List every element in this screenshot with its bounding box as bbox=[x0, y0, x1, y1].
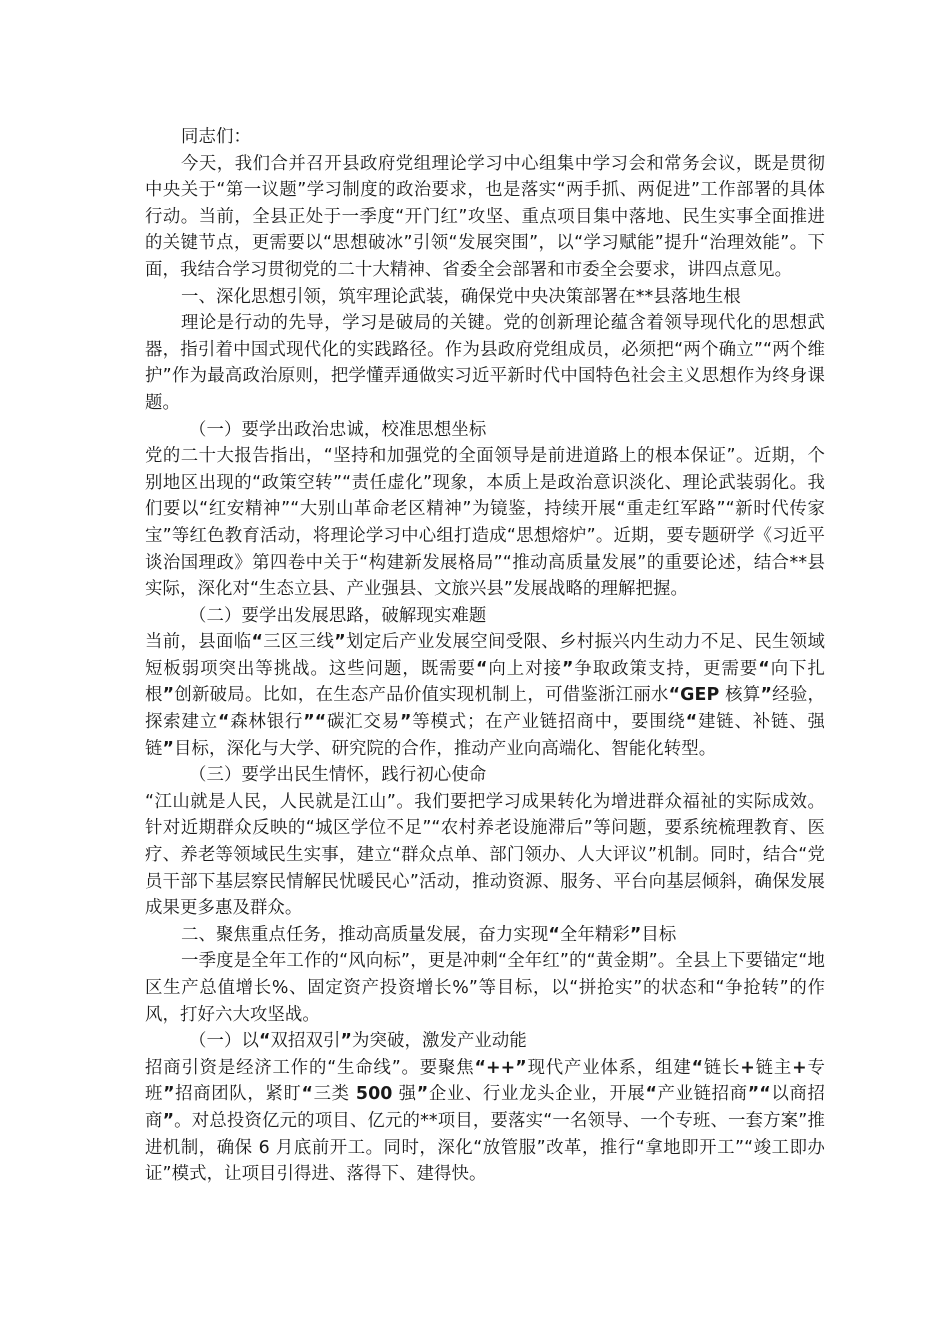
text-run: 建链、补链、强链 bbox=[145, 712, 825, 759]
subheading-1-2 bbox=[145, 603, 825, 630]
text-run: 同志们： bbox=[181, 127, 251, 147]
document-page bbox=[145, 124, 825, 1188]
bold-text-run: + bbox=[792, 1057, 807, 1078]
text-run: 划定后产业发展空间受限、乡村振兴内生动力不足、民生领域短板弱项突出等挑战。这些问题，既需要 bbox=[145, 632, 826, 679]
text-run: 现代产业体系，组建 bbox=[526, 1057, 692, 1078]
opening-paragraph bbox=[145, 151, 825, 284]
text-run: 向上对接 bbox=[487, 658, 562, 679]
text-run: 全年精彩 bbox=[559, 924, 630, 945]
text-run: 争取政策支持，更需要 bbox=[573, 658, 759, 679]
subheading-1-3 bbox=[145, 762, 825, 789]
text-run: （三）要学出民生情怀，践行初心使命 bbox=[189, 765, 487, 786]
bold-text-run: + bbox=[740, 1057, 755, 1078]
text-run: 理论是行动的先导，学习是破局的关键。党的创新理论蕴含着领导现代化的思想武器，指引着中国式现代化的实践路径。作为县政府党组成员，必须把“两个确立”“两个维护”作为最高政治原则，把学懂弄通做实习近平新时代中国特色社会主义思想作为终身课题。 bbox=[145, 313, 825, 413]
bold-text-run: 500 bbox=[355, 1084, 393, 1105]
body-1-1 bbox=[145, 443, 825, 603]
section-heading-1 bbox=[145, 284, 825, 311]
subheading-2-1 bbox=[145, 1028, 825, 1055]
bold-text-run: ” bbox=[163, 1084, 175, 1105]
bold-text-run: “++” bbox=[474, 1057, 527, 1078]
bold-text-run: ” bbox=[162, 685, 175, 706]
section-1-intro bbox=[145, 310, 825, 416]
text-run: 今天，我们合并召开县政府党组理论学习中心组集中学习会和常务会议，既是贯彻中央关于“第一议题”学习制度的政治要求，也是落实“两手抓、两促进”工作部署的具体行动。当前，全县正处于一季度“开门红”攻坚、重点项目集中落地、民生实事全面推进的关键节点，更需要以“思想破冰”引领“发展突围”，以“学习赋能”提升“治理效能”。下面，我结合学习贯彻党的二十大精神、省委全会部署和市委全会要求，讲四点意见。 bbox=[145, 153, 825, 280]
text-run: 碳汇交易 bbox=[326, 712, 400, 733]
text-run: 产业链招商 bbox=[656, 1084, 748, 1105]
section-2-intro bbox=[145, 948, 825, 1028]
text-run: 链主 bbox=[754, 1057, 793, 1078]
text-run: 目标 bbox=[641, 924, 677, 945]
text-run: 双招双引 bbox=[270, 1031, 341, 1052]
text-run: 三区三线 bbox=[263, 632, 335, 653]
bold-text-run: ” bbox=[629, 924, 642, 945]
text-run: 一、深化思想引领，筑牢理论武装，确保党中央决策部署在**县落地生根 bbox=[181, 286, 741, 307]
bold-text-run: ” bbox=[334, 632, 346, 653]
bold-text-run: “ bbox=[301, 1084, 314, 1105]
bold-text-run: ” bbox=[561, 658, 574, 679]
text-run: 链长 bbox=[703, 1057, 741, 1078]
text-run: 企业、行业龙头企业，开展 bbox=[428, 1084, 646, 1105]
bold-text-run: “ bbox=[691, 1057, 704, 1078]
text-run: 一季度是全年工作的“风向标”，更是冲刺“全年红”的“黄金期”。全县上下要锚定“地区生产总值增长%、固定资产投资增长%”等目标，以“拼抢实”的状态和“争抢转”的作风，打好六大攻坚战。 bbox=[145, 951, 825, 1025]
bold-text-run: ”“ bbox=[747, 1084, 771, 1105]
text-run: （一）以 bbox=[189, 1031, 259, 1052]
text-run: 为突破，激发产业动能 bbox=[352, 1031, 527, 1052]
text-run: 以商招商 bbox=[145, 1084, 825, 1131]
body-2-1 bbox=[145, 1055, 825, 1188]
bold-text-run: “GEP bbox=[668, 685, 720, 706]
bold-text-run: “ bbox=[645, 1084, 657, 1105]
bold-text-run: “ bbox=[475, 658, 488, 679]
text-run: （一）要学出政治忠诚，校准思想坐标 bbox=[189, 419, 487, 440]
bold-text-run: “ bbox=[217, 712, 230, 733]
text-run: 二、聚焦重点任务，推动高质量发展，奋力实现 bbox=[181, 924, 549, 945]
bold-text-run: “ bbox=[548, 924, 560, 945]
text-run: 创新破局。比如，在生态产品价值实现机制上，可借鉴浙江丽水 bbox=[174, 685, 669, 706]
bold-text-run: ” bbox=[760, 685, 773, 706]
text-run: 向下扎根 bbox=[145, 658, 825, 706]
bold-text-run: ” bbox=[340, 1031, 352, 1052]
bold-text-run: ” bbox=[399, 712, 412, 733]
text-run: “江山就是人民，人民就是江山”。我们要把学习成果转化为增进群众福祉的实际成效。针对近期群众反映的“城区学位不足”“农村养老设施滞后”等问题，要系统梳理教育、医疗、养老等领域民生实事，建立“群众点单、部门领办、人大评议”机制。同时，结合“党员干部下基层察民情解民忧暖民心”活动，推动资源、服务、平台向基层倾斜，确保发展成果更多惠及群众。 bbox=[145, 791, 825, 919]
text-run: 核算 bbox=[719, 685, 761, 706]
text-run: 当前，县面临 bbox=[145, 632, 252, 653]
body-1-2 bbox=[145, 629, 825, 762]
text-run: 经验，探索建立 bbox=[145, 685, 825, 733]
text-run: 专班 bbox=[145, 1057, 826, 1105]
text-run: 党的二十大报告指出，“坚持和加强党的全面领导是前进道路上的根本保证”。近期，个别地区出现的“政策空转”“责任虚化”现象，本质上是政治意识淡化、理论武装弱化。我们要以“红安精神”“大别山革命老区精神”为镜鉴，持续开展“重走红军路”“新时代传家宝”等红色教育活动，将理论学习中心组打造成“思想熔炉”。近期，要专题研学《习近平谈治国理政》第四卷中关于“构建新发展格局”“推动高质量发展”的重要论述，结合**县实际，深化对“生态立县、产业强县、文旅兴县”发展战略的理解把握。 bbox=[145, 446, 825, 600]
bold-text-run: “ bbox=[758, 658, 770, 679]
text-run: 招商引资是经济工作的“生命线”。要聚焦 bbox=[145, 1057, 475, 1078]
text-run: 三类 bbox=[313, 1084, 356, 1105]
bold-text-run: ” bbox=[162, 1110, 175, 1131]
bold-text-run: ”“ bbox=[303, 712, 327, 733]
text-run: （二）要学出发展思路，破解现实难题 bbox=[189, 605, 487, 626]
greeting bbox=[145, 124, 825, 151]
text-run: 。对总投资亿元的项目、亿元的**项目，要落实“一名领导、一个专班、一套方案”推进机制，确保 6 月底前开工。同时，深化“放管服”改革，推行“拿地即开工”“竣工即办证”模式，让项目引得进、落得下、建得快。 bbox=[145, 1110, 825, 1185]
bold-text-run: “ bbox=[685, 712, 698, 733]
text-run: 目标，深化与大学、研究院的合作，推动产业向高端化、智能化转型。 bbox=[174, 738, 717, 759]
text-run: 招商团队，紧盯 bbox=[174, 1084, 302, 1105]
body-1-3 bbox=[145, 789, 825, 922]
bold-text-run: ” bbox=[416, 1084, 429, 1105]
text-run: 等模式；在产业链招商中，要围绕 bbox=[411, 712, 686, 733]
section-heading-2 bbox=[145, 922, 825, 949]
bold-text-run: “ bbox=[258, 1031, 271, 1052]
subheading-1-1 bbox=[145, 417, 825, 444]
bold-text-run: ” bbox=[162, 738, 175, 759]
bold-text-run: “ bbox=[251, 632, 264, 653]
text-run: 强 bbox=[392, 1084, 417, 1105]
text-run: 森林银行 bbox=[229, 712, 304, 733]
